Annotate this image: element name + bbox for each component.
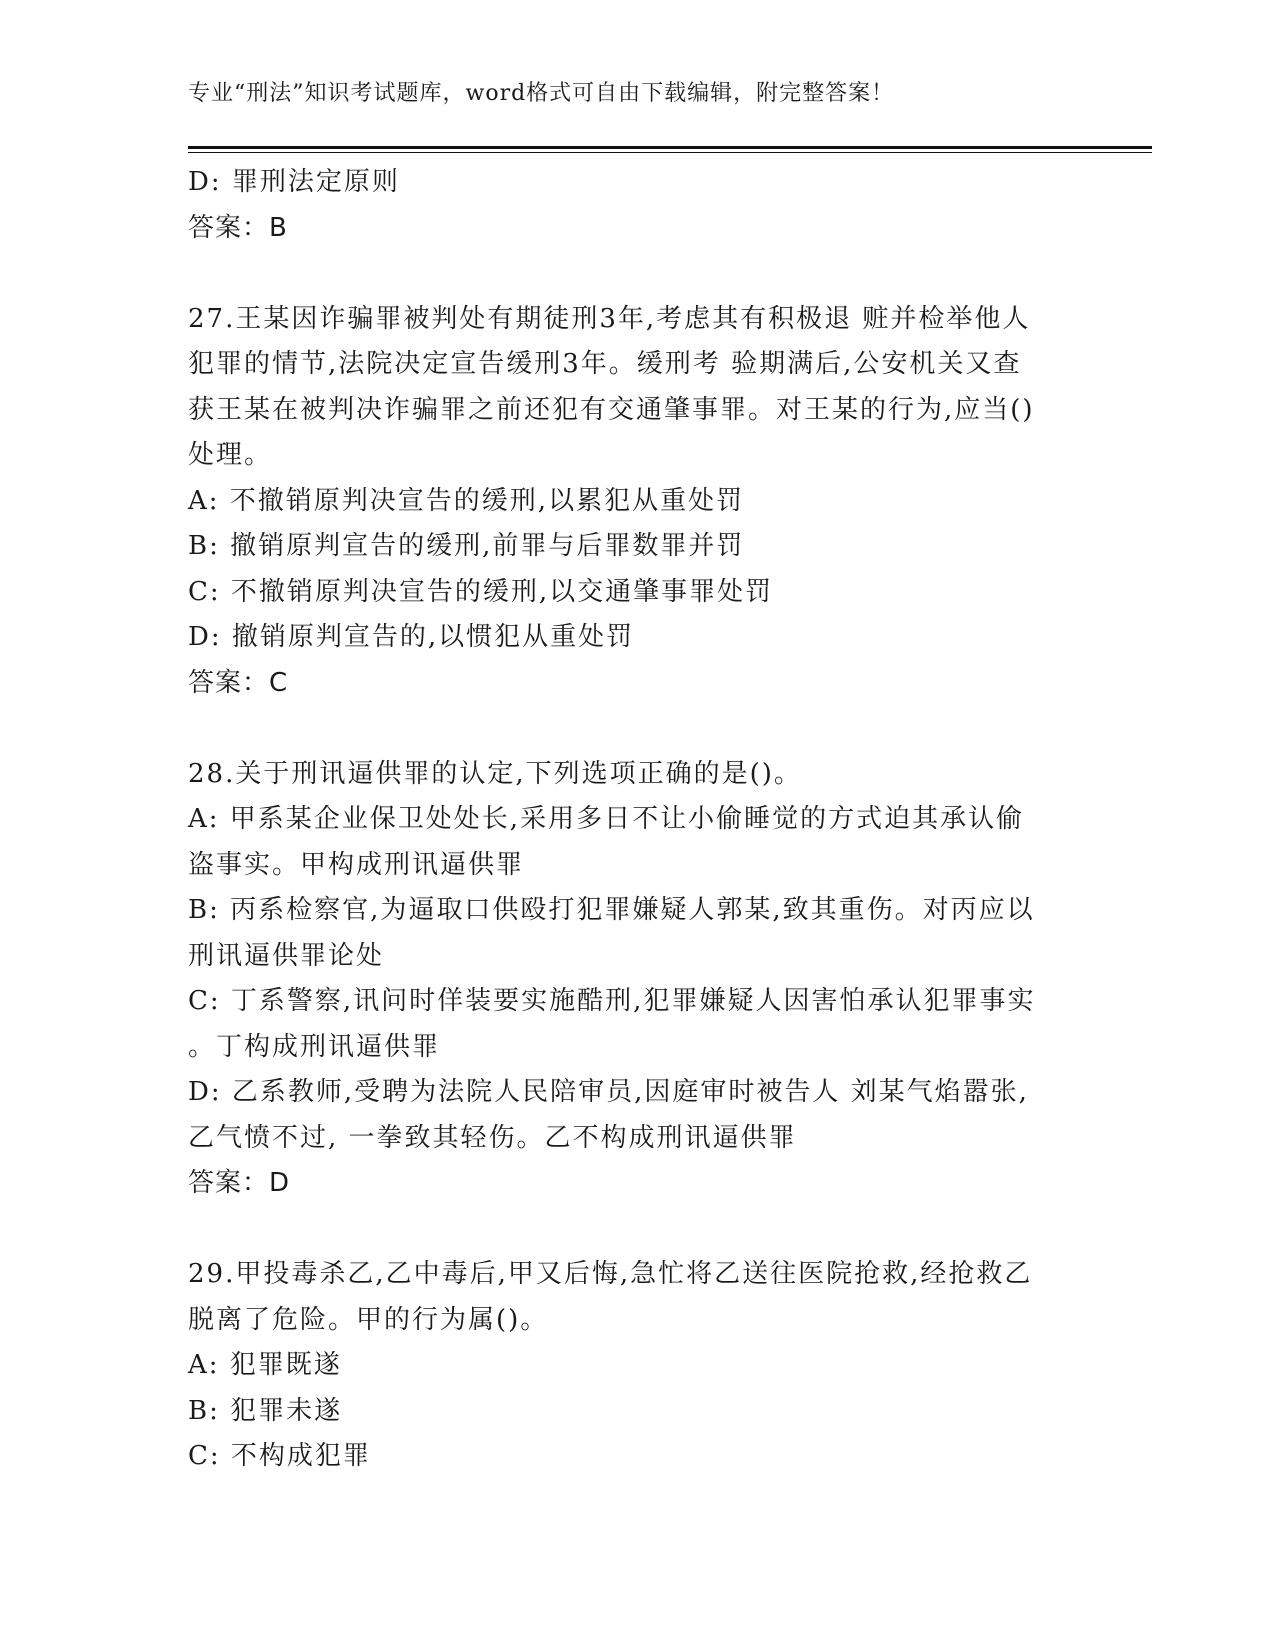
answer: 答案：D: [188, 1168, 291, 1198]
header-rule-thin: [188, 152, 1152, 153]
option-b: B: 犯罪未遂: [188, 1395, 343, 1426]
option-c: C: 丁系警察,讯问时佯装要实施酷刑,犯罪嫌疑人因害怕承认犯罪事实: [188, 986, 1036, 1016]
option-b-cont: 刑讯逼供罪论处: [188, 940, 385, 971]
option-b: B: 丙系检察官,为逼取口供殴打犯罪嫌疑人郭某,致其重伤。对丙应以: [188, 895, 1035, 925]
question-28: [188, 752, 1088, 1207]
question-line: 27.王某因诈骗罪被判处有期徒刑3年,考虑其有积极退 赃并检举他人: [188, 303, 1031, 334]
option-a: A: 甲系某企业保卫处处长,采用多日不让小偷睡觉的方式迫其承认偷: [188, 804, 1025, 834]
question-line: 处理。: [188, 440, 273, 470]
option-d: D: 乙系教师,受聘为法院人民陪审员,因庭审时被告人 刘某气焰嚣张,: [188, 1077, 1029, 1107]
page-header: 专业“刑法”知识考试题库，word格式可自由下载编辑，附完整答案！: [188, 81, 895, 106]
header-rule-thick: [188, 146, 1152, 149]
question-line: 28.关于刑讯逼供罪的认定,下列选项正确的是()。: [188, 758, 802, 789]
document-body: [188, 160, 1088, 1480]
question-line: 29.甲投毒杀乙,乙中毒后,甲又后悔,急忙将乙送往医院抢救,经抢救乙: [188, 1259, 1033, 1289]
option-a: A: 犯罪既遂: [188, 1350, 342, 1380]
option-a: A: 不撤销原判决宣告的缓刑,以累犯从重处罚: [188, 485, 745, 516]
prev-option-d: D: 罪刑法定原则: [188, 167, 400, 197]
option-d-cont: 乙气愤不过, 一拳致其轻伤。乙不构成刑讯逼供罪: [188, 1122, 797, 1153]
option-b: B: 撤销原判宣告的缓刑,前罪与后罪数罪并罚: [188, 531, 745, 561]
option-d: D: 撤销原判宣告的,以惯犯从重处罚: [188, 622, 635, 652]
option-a-cont: 盗事实。甲构成刑讯逼供罪: [188, 849, 525, 880]
answer: 答案：C: [188, 667, 289, 698]
prev-answer: 答案：B: [188, 212, 288, 243]
question-line: 脱离了危险。甲的行为属()。: [188, 1304, 549, 1335]
question-line: 犯罪的情节,法院决定宣告缓刑3年。缓刑考 验期满后,公安机关又查: [188, 349, 1022, 379]
question-line: 获王某在被判决诈骗罪之前还犯有交通肇事罪。对王某的行为,应当(): [188, 394, 1035, 425]
option-c-cont: 。丁构成刑讯逼供罪: [188, 1031, 441, 1062]
question-27: [188, 297, 1088, 707]
option-c: C: 不构成犯罪: [188, 1441, 371, 1471]
question-29: [188, 1252, 1088, 1480]
option-c: C: 不撤销原判决宣告的缓刑,以交通肇事罪处罚: [188, 576, 774, 607]
